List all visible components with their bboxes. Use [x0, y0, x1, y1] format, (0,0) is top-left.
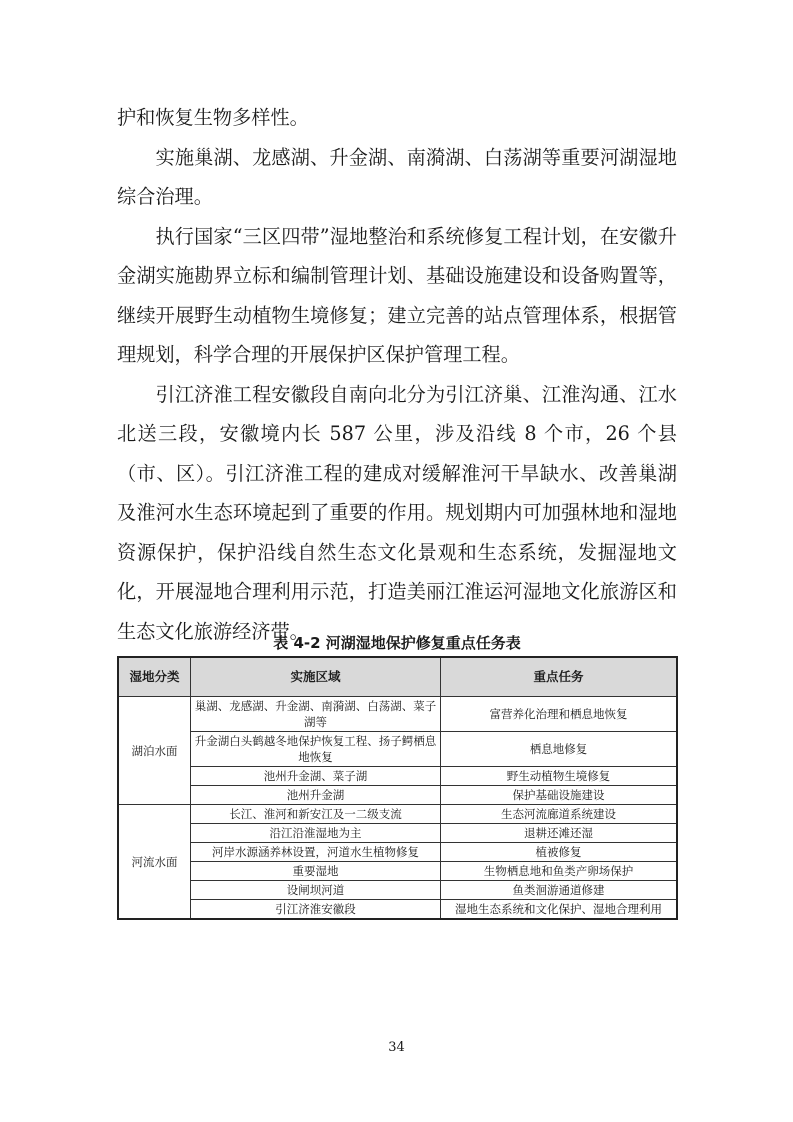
paragraph-2: 实施巢湖、龙感湖、升金湖、南漪湖、白荡湖等重要河湖湿地综合治理。 — [117, 145, 677, 208]
table-row — [118, 786, 677, 805]
table-row — [118, 767, 677, 786]
area-cell: 长江、淮河和新安江及一二级支流 — [191, 805, 441, 824]
task-cell: 保护基础设施建设 — [441, 786, 678, 805]
task-cell: 退耕还滩还湿 — [441, 824, 678, 843]
table-row — [118, 862, 677, 881]
area-cell: 重要湿地 — [191, 862, 441, 881]
table-caption: 表 4-2 河湖湿地保护修复重点任务表 — [273, 634, 521, 652]
table-row — [118, 900, 677, 920]
category-cell: 河流水面 — [118, 805, 191, 920]
task-cell: 野生动植物生境修复 — [441, 767, 678, 786]
body-text — [117, 98, 677, 651]
area-cell: 沿江沿淮湿地为主 — [191, 824, 441, 843]
paragraph-4: 引江济淮工程安徽段自南向北分为引江济巢、江淮沟通、江水北送三段，安徽境内长 587 公里，涉及沿线 8 个市，26 个县（市、区）。引江济淮工程的建成对缓解淮河干旱缺水、改善巢湖及淮河水生态环境起到了重要的作用。规划期内可加强林地和湿地资源保护，保护沿线自然生态文化景观和生态系统，发掘湿地文化，开展湿地合理利用示范，打造美丽江淮运河湿地文化旅游区和生态文化旅游经济带。 — [117, 382, 677, 643]
area-cell: 池州升金湖 — [191, 786, 441, 805]
task-cell: 鱼类洄游通道修建 — [441, 881, 678, 900]
header-task: 重点任务 — [441, 657, 678, 697]
area-cell: 引江济淮安徽段 — [191, 900, 441, 920]
table-row — [118, 843, 677, 862]
task-cell: 湿地生态系统和文化保护、湿地合理利用 — [441, 900, 678, 920]
header-area: 实施区域 — [191, 657, 441, 697]
table-row — [118, 732, 677, 767]
table-row — [118, 697, 677, 732]
table-row — [118, 824, 677, 843]
paragraph-3: 执行国家“三区四带”湿地整治和系统修复工程计划，在安徽升金湖实施勘界立标和编制管理计划、基础设施建设和设备购置等，继续开展野生动植物生境修复；建立完善的站点管理体系，根据管理规划，科学合理的开展保护区保护管理工程。 — [117, 224, 677, 366]
table-row — [118, 805, 677, 824]
task-cell: 植被修复 — [441, 843, 678, 862]
page-number: 34 — [388, 1040, 405, 1055]
area-cell: 巢湖、龙感湖、升金湖、南漪湖、白荡湖、菜子湖等 — [191, 697, 441, 732]
table-header-row — [118, 657, 677, 697]
table-row — [118, 881, 677, 900]
paragraph-1: 护和恢复生物多样性。 — [117, 106, 309, 129]
category-cell: 湖泊水面 — [118, 697, 191, 805]
task-cell: 富营养化治理和栖息地恢复 — [441, 697, 678, 732]
task-table — [117, 656, 678, 920]
task-cell: 栖息地修复 — [441, 732, 678, 767]
area-cell: 池州升金湖、菜子湖 — [191, 767, 441, 786]
task-cell: 生物栖息地和鱼类产卵场保护 — [441, 862, 678, 881]
task-cell: 生态河流廊道系统建设 — [441, 805, 678, 824]
area-cell: 升金湖白头鹤越冬地保护恢复工程、扬子鳄栖息地恢复 — [191, 732, 441, 767]
header-category: 湿地分类 — [118, 657, 191, 697]
area-cell: 设闸坝河道 — [191, 881, 441, 900]
area-cell: 河岸水源涵养林设置，河道水生植物修复 — [191, 843, 441, 862]
